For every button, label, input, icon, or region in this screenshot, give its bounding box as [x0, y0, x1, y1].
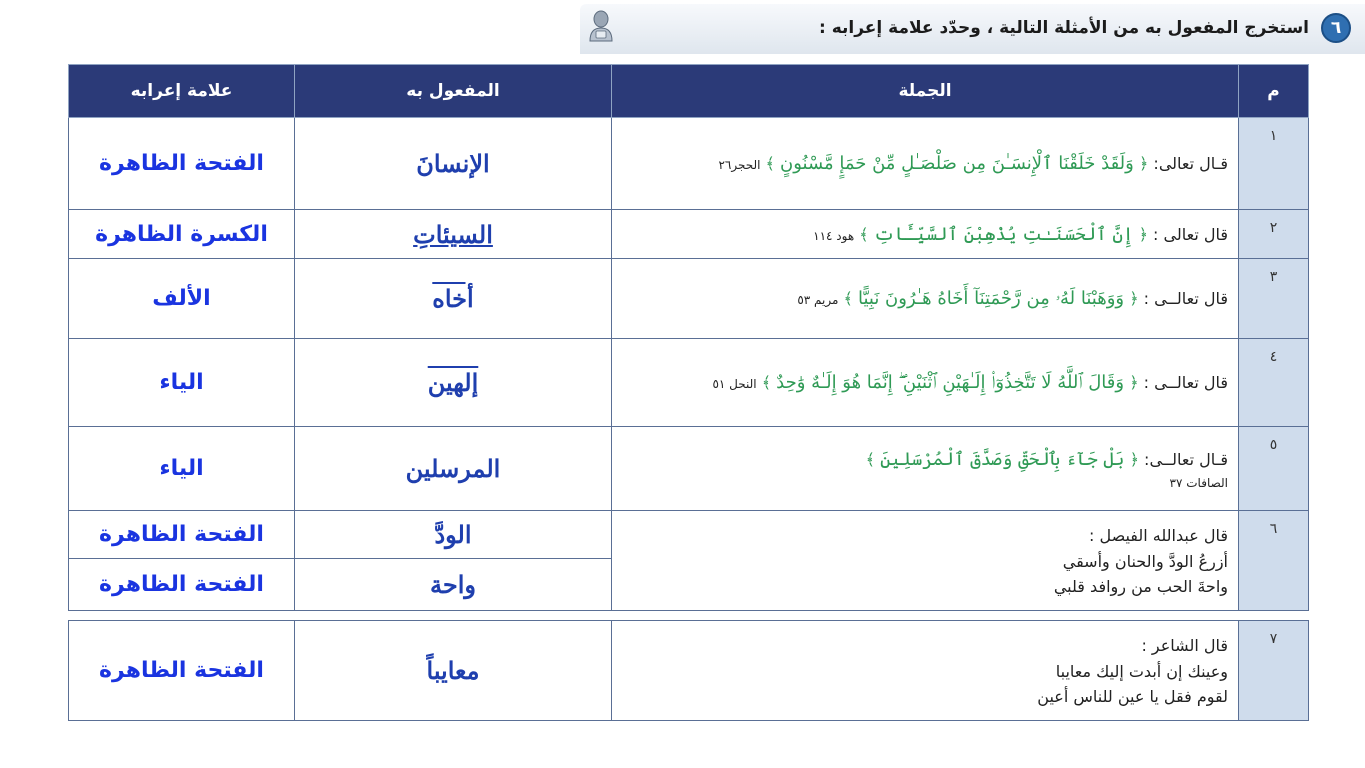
question-header	[580, 4, 1365, 54]
row-number: ١	[1239, 118, 1309, 210]
table-row	[69, 621, 1309, 721]
question-instruction: استخرج المفعول به من الأمثلة التالية ، وحدّد علامة إعرابه :	[819, 18, 1309, 38]
row-number: ٧	[1239, 621, 1309, 721]
poem-intro: قال الشاعر :	[1141, 636, 1228, 656]
sentence-cell	[612, 118, 1239, 210]
student-icon	[588, 10, 614, 42]
verse-close-bracket: ﴾	[765, 154, 775, 174]
poem-line-2: واحةَ الحب من روافد قلبي	[1053, 577, 1228, 597]
sign-cell: الفتحة الظاهرة	[69, 118, 295, 210]
object-cell: المرسلين	[295, 427, 612, 511]
sentence-cell	[612, 511, 1239, 611]
header-object: المفعول به	[295, 65, 612, 118]
table-row	[69, 210, 1309, 259]
header-sign: علامة إعرابه	[69, 65, 295, 118]
verse-reference: الصافات ٣٧	[1169, 476, 1228, 491]
sentence-cell	[612, 339, 1239, 427]
sign-cell: الفتحة الظاهرة	[69, 559, 295, 611]
sentence-cell	[612, 259, 1239, 339]
sentence-cell	[612, 210, 1239, 259]
poem-line-2: لقوم فقل يا عين للناس أعين	[1037, 687, 1228, 707]
object-cell: الودَّ	[295, 511, 612, 559]
table-row	[69, 511, 1309, 559]
table-row	[69, 118, 1309, 210]
object-cell: السيئاتِ	[295, 210, 612, 259]
row-number: ٤	[1239, 339, 1309, 427]
verse-close-bracket: ﴾	[761, 373, 772, 393]
poem-line-1: وعينك إن أبدت إليك معايبا	[1055, 661, 1228, 681]
verse-text: وَلَقَدْ خَلَقْنَا ٱلْإِنسَـٰنَ مِن صَلْصَـٰلٍ مِّنْ حَمَإٍ مَّسْنُونٍ	[780, 153, 1134, 175]
row-number: ٢	[1239, 210, 1309, 259]
sign-cell: الياء	[69, 427, 295, 511]
sign-cell: الفتحة الظاهرة	[69, 511, 295, 559]
sentence-cell	[612, 427, 1239, 511]
verse-open-bracket: ﴿	[1129, 449, 1139, 469]
poem-intro: قال عبدالله الفيصل :	[1089, 526, 1228, 546]
table-row	[69, 259, 1309, 339]
verse-reference: مريم ٥٣	[797, 293, 839, 308]
sentence-intro: قـال تعالــى:	[1144, 449, 1228, 469]
object-cell: معايباً	[295, 621, 612, 721]
sign-cell: الكسرة الظاهرة	[69, 210, 295, 259]
verse-close-bracket: ﴾	[865, 449, 876, 469]
exercise-table	[68, 64, 1309, 721]
sentence-cell	[612, 621, 1239, 721]
sentence-intro: قـال تعالى:	[1153, 154, 1228, 174]
row-number: ٥	[1239, 427, 1309, 511]
sentence-intro: قال تعالــى :	[1143, 289, 1228, 309]
table-row	[69, 339, 1309, 427]
table-header-row	[69, 65, 1309, 118]
header-num: م	[1239, 65, 1309, 118]
row-number: ٣	[1239, 259, 1309, 339]
sign-cell: الياء	[69, 339, 295, 427]
verse-reference: الحجر٢٦	[718, 158, 761, 173]
verse-reference: هود ١١٤	[813, 228, 855, 243]
verse-close-bracket: ﴾	[859, 224, 869, 244]
poem-line-1: أزرعُ الودَّ والحنان وأسقي	[1062, 551, 1228, 571]
verse-open-bracket: ﴿	[1129, 373, 1139, 393]
verse-close-bracket: ﴾	[843, 289, 853, 309]
sentence-intro: قال تعالــى :	[1143, 373, 1228, 393]
object-cell: الإنسانَ	[295, 118, 612, 210]
sign-cell: الفتحة الظاهرة	[69, 621, 295, 721]
row-number: ٦	[1239, 511, 1309, 611]
question-number-badge: ٦	[1321, 13, 1351, 43]
table-divider-row	[69, 611, 1309, 621]
object-cell: واحة	[295, 559, 612, 611]
verse-open-bracket: ﴿	[1138, 224, 1148, 244]
verse-open-bracket: ﴿	[1138, 154, 1149, 174]
verse-text: إِنَّ ٱلْحَسَنَـٰتِ يُذْهِبْنَ ٱلسَّيِّـَٔاتِ	[873, 223, 1134, 245]
table-row	[69, 427, 1309, 511]
verse-reference: النحل ٥١	[712, 377, 757, 392]
verse-open-bracket: ﴿	[1129, 289, 1139, 309]
header-sentence: الجملة	[612, 65, 1239, 118]
sign-cell: الألف	[69, 259, 295, 339]
verse-text: بَلْ جَآءَ بِٱلْحَقِّ وَصَدَّقَ ٱلْمُرْسَلِينَ	[880, 448, 1125, 470]
divider-spacer	[69, 611, 1309, 621]
object-cell: إلهين	[295, 339, 612, 427]
verse-text: وَوَهَبْنَا لَهُۥ مِن رَّحْمَتِنَآ أَخَاهُ هَـٰرُونَ نَبِيًّا	[857, 288, 1125, 310]
sentence-intro: قال تعالى :	[1153, 224, 1228, 244]
verse-text: وَقَالَ ٱللَّهُ لَا تَتَّخِذُوٓا۟ إِلَـٰهَيْنِ ٱثْنَيْنِ ۖ إِنَّمَا هُوَ إِلَـٰهٌ وَٰحِدٌ	[776, 372, 1125, 394]
object-cell: أخاه	[295, 259, 612, 339]
